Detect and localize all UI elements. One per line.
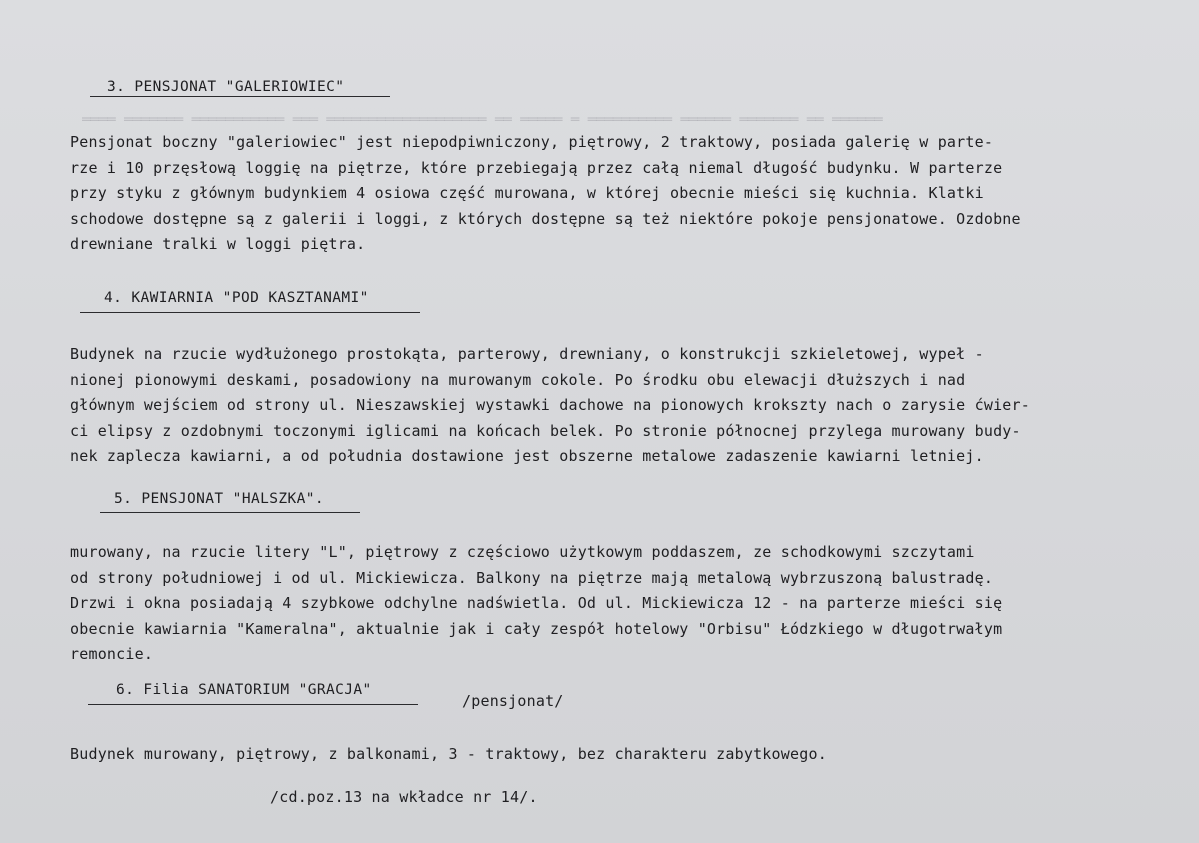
section-4-heading: 4. KAWIARNIA "POD KASZTANAMI"	[104, 290, 369, 306]
section-6-line-1: Budynek murowany, piętrowy, z balkonami, 3 - traktowy, bez charakteru zabytkowego.	[70, 745, 827, 763]
section-5-line-2: od strony południowej i od ul. Mickiewicza. Balkony na piętrze mają metalową wybrzuszoną balustradę.	[70, 568, 994, 587]
section-5-heading: 5. PENSJONAT "HALSZKA".	[114, 491, 324, 507]
section-3-line-1: Pensjonat boczny "galeriowiec" jest niepodpiwniczony, piętrowy, 2 traktowy, posiada galerię w parte-	[70, 133, 994, 151]
section-3-heading: 3. PENSJONAT "GALERIOWIEC"	[107, 79, 345, 95]
section-5-line-4: obecnie kawiarnia "Kameralna", aktualnie jak i cały zespół hotelowy "Orbisu" Łódzkiego w długotrwałym	[70, 619, 1003, 638]
section-5-paragraph	[70, 540, 1002, 668]
section-3-line-2: rze i 10 przęsłową loggię na piętrze, które przebiegają przez całą niemal długość budynku. W parterze	[70, 158, 1003, 177]
section-4-paragraph	[70, 342, 1030, 470]
continuation-note: /cd.poz.13 na wkładce nr 14/.	[270, 788, 538, 806]
section-5-underline	[100, 512, 360, 513]
section-3-line-4: schodowe dostępne są z galerii i loggi, z których dostępne są też niektóre pokoje pensjonatowe. Ozdobne	[70, 209, 1021, 228]
section-6-paragraph	[70, 742, 827, 768]
bleed-through-text: ════ ═══════ ═══════════ ═══ ═══════════════════ ══ ═════ ═ ══════════ ══════ ═══════ ══ ══════	[82, 112, 883, 128]
section-4-line-4: ci elipsy z ozdobnymi toczonymi iglicami na końcach belek. Po stronie północnej przylega murowany budy-	[70, 421, 1021, 440]
section-4-underline	[80, 312, 420, 313]
section-4-line-1: Budynek na rzucie wydłużonego prostokąta, parterowy, drewniany, o konstrukcji szkieletowej, wypeł -	[70, 345, 984, 363]
section-3-line-3: przy styku z głównym budynkiem 4 osiowa część murowana, w której obecnie mieści się kuchnia. Klatki	[70, 184, 984, 203]
section-3-underline	[90, 96, 390, 97]
section-5-line-3: Drzwi i okna posiadają 4 szybkowe odchylne nadświetla. Od ul. Mickiewicza 12 - na parterze mieści się	[70, 594, 1003, 613]
section-4-line-2: nionej pionowymi deskami, posadowiony na murowanym cokole. Po środku obu elewacji dłuższych i nad	[70, 370, 966, 389]
section-6-underline	[88, 704, 418, 705]
section-3-paragraph	[70, 130, 1021, 258]
section-5-line-1: murowany, na rzucie litery "L", piętrowy z częściowo użytkowym poddaszem, ze schodkowymi szczytami	[70, 543, 975, 561]
section-4-line-3: głównym wejściem od strony ul. Nieszawskiej wystawki dachowe na pionowych krokszty nach o zarysie ćwier-	[70, 396, 1030, 415]
section-5-line-5: remoncie.	[70, 645, 154, 664]
section-6-heading: 6. Filia SANATORIUM "GRACJA"	[116, 682, 372, 698]
section-3-line-5: drewniane tralki w loggi piętra.	[70, 235, 366, 254]
section-6-note: /pensjonat/	[462, 692, 564, 710]
section-4-line-5: nek zaplecza kawiarni, a od południa dostawione jest obszerne metalowe zadaszenie kawiarni letniej.	[70, 447, 984, 466]
